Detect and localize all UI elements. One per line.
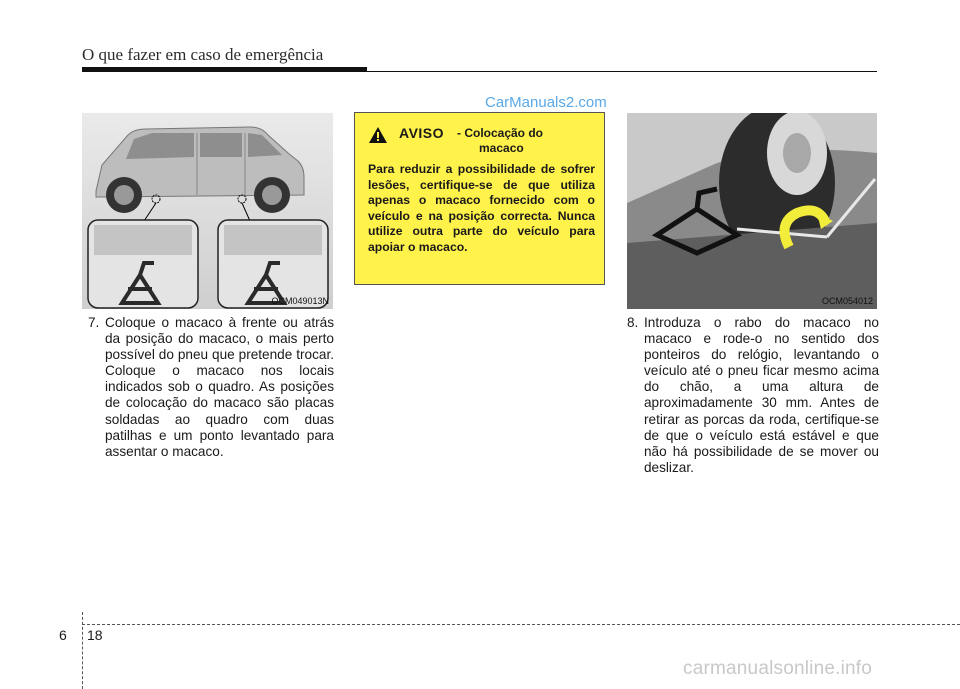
step-number: 7. (88, 315, 100, 330)
figure-jack-handle (627, 113, 877, 309)
step-text: Coloque o macaco à frente ou atrás da posição do macaco, o mais perto possível do pneu que pretende trocar. Coloque o macaco nos locais indicados sob o quadro. As posições de colocação do macaco são placas soldadas ao quadro com duas patilhas e um ponto levantado para assentar o macaco. (105, 315, 334, 459)
section-title: O que fazer em caso de emergência (82, 45, 324, 64)
step-text: Introduza o rabo do macaco no macaco e rode-o no sentido dos ponteiros do relógio, levantando o veículo até o pneu ficar mesmo acima do chão, a uma altura de aproximadamente 30 mm. Antes de retirar as porcas da roda, certifique-se de que o veículo está estável e que não há possibilidade de se mover ou deslizar. (644, 315, 879, 475)
figure-jack-points (82, 113, 333, 309)
header-rule (82, 71, 877, 72)
figure-code: OCM054012 (821, 296, 873, 306)
warning-label: AVISO (399, 125, 445, 141)
jack-handle-illustration (627, 113, 877, 309)
warning-subtitle (457, 126, 587, 156)
warning-body: Para reduzir a possibilidade de sofrer lesões, certifique-se de que utiliza apenas o macaco fornecido com o veículo e na posição correcta. Nunca utilize outra parte do veículo para apoiar o macaco. (368, 162, 595, 254)
step-8 (627, 315, 879, 476)
watermark-bottom[interactable]: carmanualsonline.info (683, 658, 873, 679)
figure-code: OCM049013N (271, 296, 329, 306)
suv-jack-illustration (82, 113, 333, 309)
step-7 (88, 315, 334, 460)
warning-subtitle-line1: - Colocação do (457, 126, 544, 140)
footer-divider (82, 612, 83, 689)
watermark-top[interactable]: CarManuals2.com (485, 94, 607, 111)
warning-box (354, 112, 605, 285)
step-number: 8. (627, 315, 639, 330)
page-number: 18 (87, 627, 103, 643)
warning-subtitle-line2: macaco (479, 141, 524, 155)
warning-triangle-icon (369, 127, 387, 143)
footer-rule (82, 624, 960, 625)
page-section-number: 6 (59, 627, 67, 643)
